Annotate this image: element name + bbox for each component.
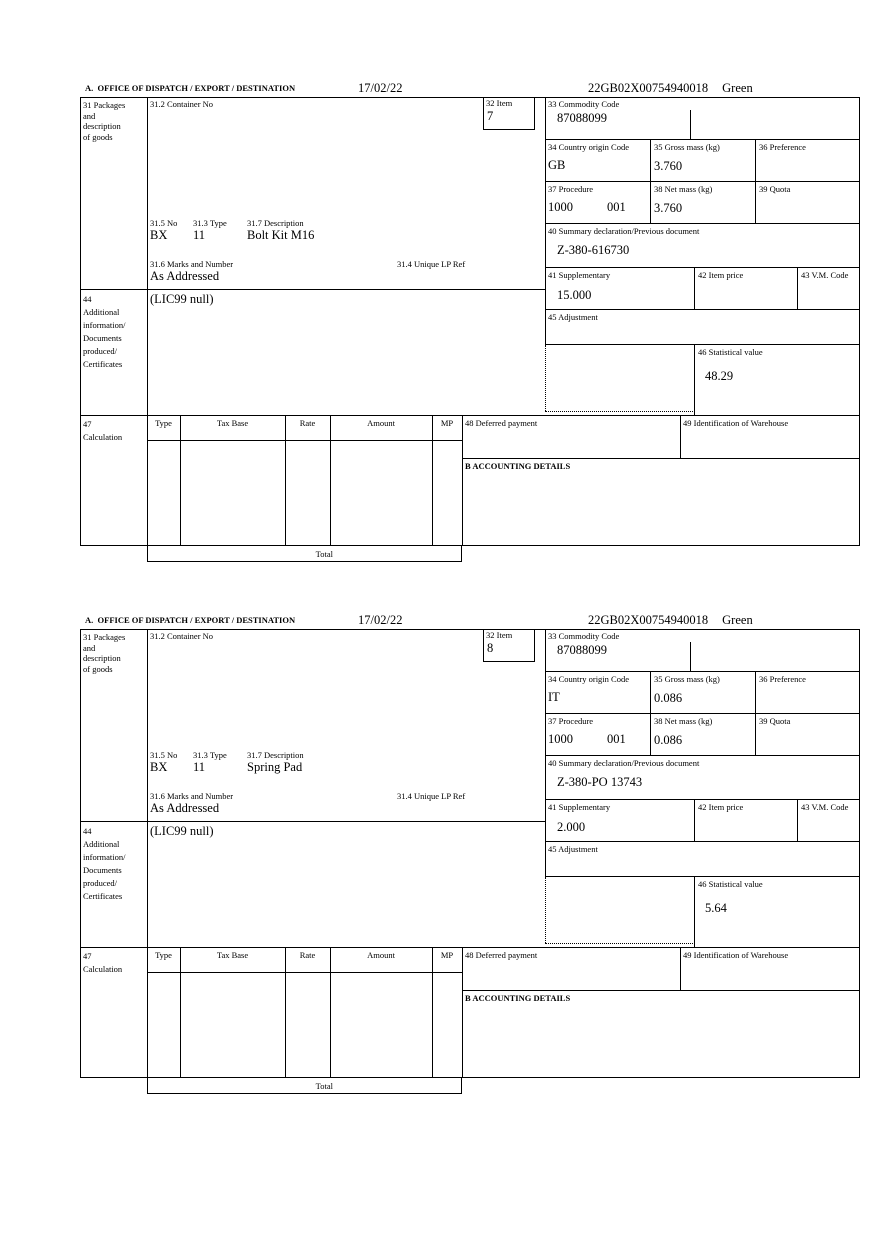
preference-box — [755, 672, 860, 714]
description-label: 31.7 Description — [247, 750, 304, 760]
item-price-box — [694, 800, 797, 842]
calc-col-mp: MP — [440, 950, 454, 960]
divider-line — [330, 415, 331, 545]
office-of-dispatch-label: A. OFFICE OF DISPATCH / EXPORT / DESTINATION — [85, 83, 296, 93]
supplementary-label: 41 Supplementary — [548, 802, 611, 812]
container-no-label: 31.2 Container No — [150, 99, 214, 109]
accounting-details-label: B ACCOUNTING DETAILS — [465, 993, 571, 1003]
calc-total-row — [147, 1077, 462, 1094]
quota-label: 39 Quota — [759, 184, 791, 194]
supplementary-box — [545, 800, 694, 842]
previous-document-box — [545, 224, 860, 268]
adjustment-box — [545, 842, 860, 877]
item-block — [80, 612, 861, 1095]
quota-label: 39 Quota — [759, 716, 791, 726]
accounting-details-label: B ACCOUNTING DETAILS — [465, 461, 571, 471]
divider-line — [462, 947, 463, 1077]
label-line: produced/ — [83, 346, 117, 356]
item-number-label: 32 Item — [486, 98, 513, 108]
label-line: Additional — [83, 307, 120, 317]
divider-line — [545, 345, 546, 411]
label-line: 47 — [83, 419, 92, 429]
procedure-box — [545, 182, 650, 224]
label-line: produced/ — [83, 878, 117, 888]
office-of-dispatch-label: A. OFFICE OF DISPATCH / EXPORT / DESTINATION — [85, 615, 296, 625]
item-price-box — [694, 268, 797, 310]
vm-code-label: 43 V.M. Code — [801, 802, 849, 812]
country-origin-box — [545, 672, 650, 714]
commodity-code-box — [545, 97, 860, 140]
gross-mass-label: 35 Gross mass (kg) — [654, 674, 720, 684]
vm-code-label: 43 V.M. Code — [801, 270, 849, 280]
divider-line — [80, 289, 546, 290]
net-mass-value: 0.086 — [654, 733, 683, 747]
gross-mass-value: 0.086 — [654, 691, 683, 705]
procedure-values — [548, 200, 650, 214]
calc-col-tax-base: Tax Base — [216, 418, 249, 428]
divider-line — [180, 947, 181, 1077]
marks-value: As Addressed — [150, 269, 220, 283]
procedure-ext-value: 001 — [607, 732, 626, 746]
label-line: information/ — [83, 852, 126, 862]
calc-col-amount: Amount — [367, 418, 395, 428]
commodity-code-label: 33 Commodity Code — [548, 99, 620, 109]
warehouse-id-label: 49 Identification of Warehouse — [683, 418, 789, 428]
statistical-value-box — [694, 877, 860, 947]
label-line: and — [83, 642, 96, 653]
package-type-value: 11 — [193, 228, 206, 242]
label-line: 44 — [83, 826, 92, 836]
country-origin-box — [545, 140, 650, 182]
procedure-code-value: 1000 — [548, 732, 573, 746]
total-label: Total — [315, 549, 333, 559]
label-line: Calculation — [83, 964, 123, 974]
supplementary-box — [545, 268, 694, 310]
supplementary-value: 15.000 — [557, 288, 592, 302]
label-line: of goods — [83, 131, 113, 142]
divider-line — [80, 947, 860, 948]
description-value: Bolt Kit M16 — [247, 228, 315, 242]
procedure-values — [548, 732, 650, 746]
divider-line — [432, 947, 433, 1077]
commodity-code-box — [545, 629, 860, 672]
label-line: Documents — [83, 865, 122, 875]
additional-info-box-label — [83, 293, 126, 371]
procedure-box — [545, 714, 650, 756]
procedure-ext-value: 001 — [607, 200, 626, 214]
label-line: 44 — [83, 294, 92, 304]
gross-mass-box — [650, 140, 755, 182]
divider-line — [680, 415, 681, 458]
net-mass-label: 38 Net mass (kg) — [654, 184, 713, 194]
routing-status: Green — [722, 613, 753, 627]
gross-mass-label: 35 Gross mass (kg) — [654, 142, 720, 152]
packages-box-label — [83, 100, 125, 142]
divider-line — [432, 415, 433, 545]
label-line: description — [83, 121, 121, 131]
marks-value: As Addressed — [150, 801, 220, 815]
quota-box — [755, 182, 860, 224]
description-label: 31.7 Description — [247, 218, 304, 228]
statistical-value-label: 46 Statistical value — [698, 879, 763, 889]
movement-reference — [588, 613, 753, 627]
calc-col-tax-base: Tax Base — [216, 950, 249, 960]
previous-document-value: Z-380-PO 13743 — [557, 775, 643, 789]
label-line: 31 Packages — [83, 100, 126, 110]
item-number-label: 32 Item — [486, 630, 513, 640]
gross-mass-value: 3.760 — [654, 159, 683, 173]
item-number-box — [483, 97, 535, 130]
adjustment-label: 45 Adjustment — [548, 312, 598, 322]
statistical-value: 48.29 — [705, 369, 734, 383]
adjustment-label: 45 Adjustment — [548, 844, 598, 854]
divider-line — [147, 629, 148, 1077]
dispatch-date: 17/02/22 — [358, 81, 403, 95]
supplementary-value: 2.000 — [557, 820, 586, 834]
preference-box — [755, 140, 860, 182]
quota-box — [755, 714, 860, 756]
additional-information-value: (LIC99 null) — [150, 292, 214, 306]
country-origin-value: IT — [548, 690, 560, 704]
packages-box-label — [83, 632, 125, 674]
gross-mass-box — [650, 672, 755, 714]
label-line: of goods — [83, 663, 113, 674]
statistical-value: 5.64 — [705, 901, 727, 915]
additional-info-box-label — [83, 825, 126, 903]
divider-line — [147, 440, 462, 441]
package-type-value: 11 — [193, 760, 206, 774]
dispatch-date: 17/02/22 — [358, 613, 403, 627]
divider-line — [147, 97, 148, 545]
procedure-code-value: 1000 — [548, 200, 573, 214]
item-number-box — [483, 629, 535, 662]
divider-line — [147, 972, 462, 973]
divider-line — [545, 411, 695, 412]
item-number-value: 8 — [487, 641, 494, 655]
net-mass-box — [650, 182, 755, 224]
label-line: 47 — [83, 951, 92, 961]
calc-col-type: Type — [155, 418, 172, 428]
country-origin-label: 34 Country origin Code — [548, 674, 629, 684]
unique-lp-ref-label: 31.4 Unique LP Ref — [397, 791, 466, 801]
item-price-label: 42 Item price — [698, 270, 744, 280]
calc-col-type: Type — [155, 950, 172, 960]
calc-col-mp: MP — [440, 418, 454, 428]
vm-code-box — [797, 800, 860, 842]
package-type-label: 31.3 Type — [193, 218, 227, 228]
label-line: Certificates — [83, 359, 123, 369]
adjustment-box — [545, 310, 860, 345]
item-price-label: 42 Item price — [698, 802, 744, 812]
previous-document-label: 40 Summary declaration/Previous document — [548, 758, 700, 768]
procedure-label: 37 Procedure — [548, 716, 594, 726]
divider-line — [680, 947, 681, 990]
marks-and-number-label: 31.6 Marks and Number — [150, 791, 234, 801]
routing-status: Green — [722, 81, 753, 95]
supplementary-label: 41 Supplementary — [548, 270, 611, 280]
marks-and-number-label: 31.6 Marks and Number — [150, 259, 234, 269]
label-line: Additional — [83, 839, 120, 849]
commodity-code-label: 33 Commodity Code — [548, 631, 620, 641]
deferred-payment-label: 48 Deferred payment — [465, 950, 538, 960]
divider-line — [462, 458, 860, 459]
label-line: and — [83, 110, 96, 121]
divider-line — [285, 415, 286, 545]
statistical-value-box — [694, 345, 860, 415]
item-number-value: 7 — [487, 109, 494, 123]
calc-col-rate: Rate — [299, 950, 316, 960]
divider-line — [545, 943, 695, 944]
procedure-label: 37 Procedure — [548, 184, 594, 194]
previous-document-box — [545, 756, 860, 800]
package-no-value: BX — [150, 760, 168, 774]
net-mass-box — [650, 714, 755, 756]
divider-line — [462, 990, 860, 991]
deferred-payment-label: 48 Deferred payment — [465, 418, 538, 428]
divider-line — [545, 877, 546, 943]
calc-total-row — [147, 545, 462, 562]
statistical-value-label: 46 Statistical value — [698, 347, 763, 357]
unique-lp-ref-label: 31.4 Unique LP Ref — [397, 259, 466, 269]
package-no-label: 31.5 No — [150, 750, 178, 760]
preference-label: 36 Preference — [759, 142, 806, 152]
label-line: description — [83, 653, 121, 663]
net-mass-value: 3.760 — [654, 201, 683, 215]
package-no-value: BX — [150, 228, 168, 242]
previous-document-label: 40 Summary declaration/Previous document — [548, 226, 700, 236]
mrn-value: 22GB02X00754940018 — [588, 81, 709, 95]
calculation-box-label — [83, 950, 122, 976]
calculation-box-label — [83, 418, 122, 444]
divider-line — [330, 947, 331, 1077]
label-line: Calculation — [83, 432, 123, 442]
country-origin-label: 34 Country origin Code — [548, 142, 629, 152]
label-line: Documents — [83, 333, 122, 343]
calc-col-amount: Amount — [367, 950, 395, 960]
item-block — [80, 80, 861, 563]
commodity-code-value: 87088099 — [557, 111, 607, 125]
previous-document-value: Z-380-616730 — [557, 243, 630, 257]
vm-code-box — [797, 268, 860, 310]
label-line: 31 Packages — [83, 632, 126, 642]
package-type-label: 31.3 Type — [193, 750, 227, 760]
label-line: information/ — [83, 320, 126, 330]
mrn-value: 22GB02X00754940018 — [588, 613, 709, 627]
total-label: Total — [315, 1081, 333, 1091]
commodity-code-value: 87088099 — [557, 643, 607, 657]
container-no-label: 31.2 Container No — [150, 631, 214, 641]
movement-reference — [588, 81, 753, 95]
preference-label: 36 Preference — [759, 674, 806, 684]
calc-col-rate: Rate — [299, 418, 316, 428]
description-value: Spring Pad — [247, 760, 303, 774]
divider-line — [180, 415, 181, 545]
label-line: Certificates — [83, 891, 123, 901]
warehouse-id-label: 49 Identification of Warehouse — [683, 950, 789, 960]
additional-information-value: (LIC99 null) — [150, 824, 214, 838]
country-origin-value: GB — [548, 158, 566, 172]
divider-line — [462, 415, 463, 545]
package-no-label: 31.5 No — [150, 218, 178, 228]
divider-line — [285, 947, 286, 1077]
net-mass-label: 38 Net mass (kg) — [654, 716, 713, 726]
divider-line — [80, 415, 860, 416]
divider-line — [80, 821, 546, 822]
